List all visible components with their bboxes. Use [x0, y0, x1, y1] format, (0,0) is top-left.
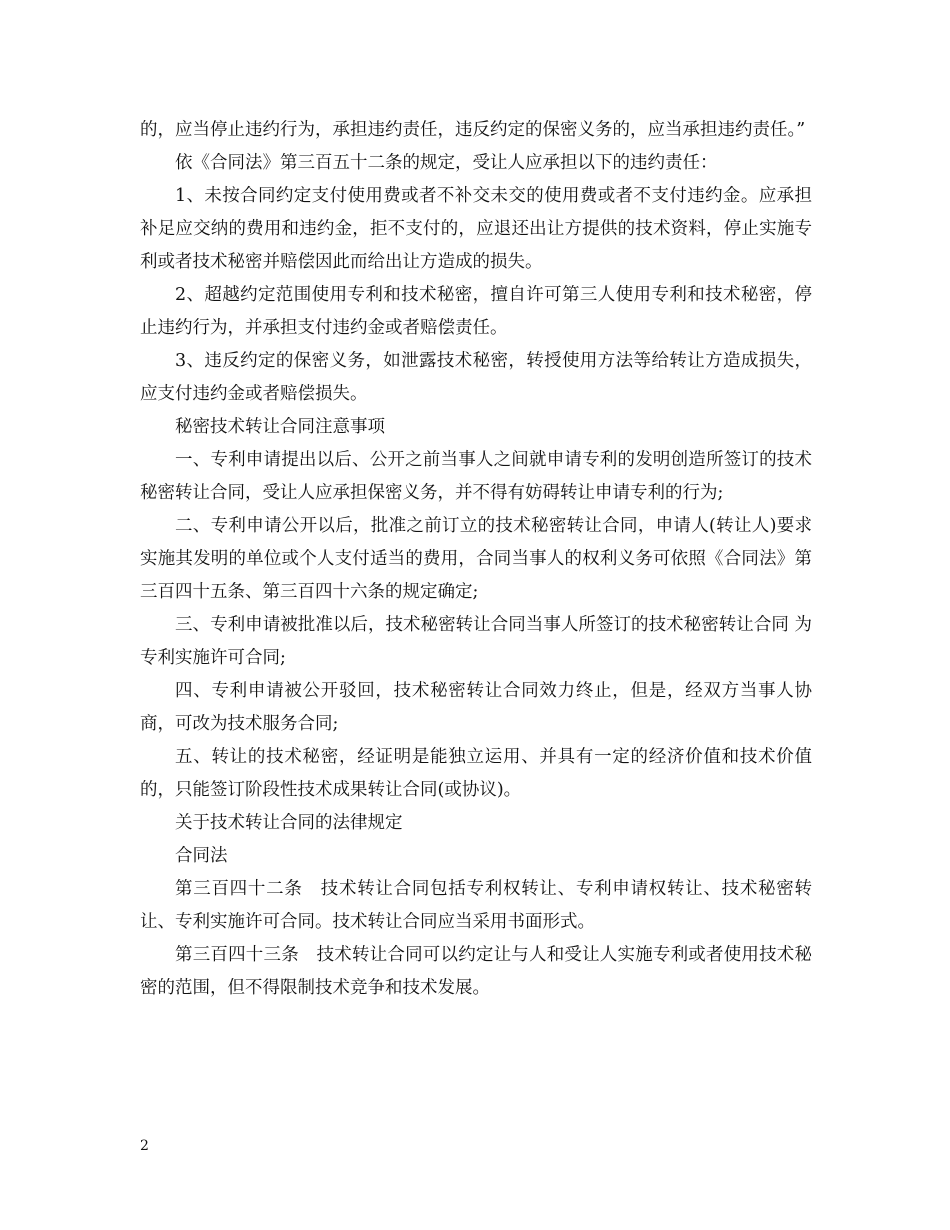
section-heading: 秘密技术转让合同注意事项: [175, 417, 385, 437]
document-body: [140, 114, 812, 1005]
paragraph: 三、专利申请被批准以后，技术秘密转让合同当事人所签订的技术秘密转让合同 为专利实施许可合同;: [140, 615, 812, 668]
paragraph: 四、专利申请被公开驳回，技术秘密转让合同效力终止，但是，经双方当事人协 商，可改为技术服务合同;: [140, 681, 812, 734]
paragraph: 3、违反约定的保密义务，如泄露技术秘密，转授使用方法等给转让方造成损失，应支付违约金或者赔偿损失。: [140, 351, 812, 404]
paragraph: 2、超越约定范围使用专利和技术秘密，擅自许可第三人使用专利和技术秘密，停止违约行为，并承担支付违约金或者赔偿责任。: [140, 285, 812, 338]
paragraph: 第三百四十三条 技术转让合同可以约定让与人和受让人实施专利或者使用技术秘密的范围，但不得限制技术竞争和技术发展。: [140, 945, 812, 998]
section-heading: 关于技术转让合同的法律规定: [175, 813, 403, 833]
page-number: 2: [140, 1138, 149, 1154]
paragraph: 第三百四十二条 技术转让合同包括专利权转让、专利申请权转让、技术秘密转让、专利实施许可合同。技术转让合同应当采用书面形式。: [140, 879, 812, 932]
paragraph: 五、转让的技术秘密，经证明是能独立运用、并具有一定的经济价值和技术价值 的，只能签订阶段性技术成果转让合同(或协议)。: [140, 747, 812, 800]
paragraph: 二、专利申请公开以后，批准之前订立的技术秘密转让合同，申请人(转让人)要求实施其发明的单位或个人支付适当的费用，合同当事人的权利义务可依照《合同法》第三百四十五条、第三百四十六条的规定确定;: [140, 516, 812, 602]
section-heading: 合同法: [175, 846, 228, 866]
paragraph: 的，应当停止违约行为，承担违约责任，违反约定的保密义务的，应当承担违约责任。”: [140, 120, 806, 140]
paragraph: 依《合同法》第三百五十二条的规定，受让人应承担以下的违约责任：: [175, 153, 718, 173]
paragraph: 1、未按合同约定支付使用费或者不补交未交的使用费或者不支付违约金。应承担补足应交纳的费用和违约金，拒不支付的，应退还出让方提供的技术资料，停止实施专利或者技术秘密并赔偿因此而给出让方造成的损失。: [140, 186, 812, 272]
paragraph: 一、专利申请提出以后、公开之前当事人之间就申请专利的发明创造所签订的技术秘密转让合同，受让人应承担保密义务，并不得有妨碍转让申请专利的行为;: [140, 450, 812, 503]
